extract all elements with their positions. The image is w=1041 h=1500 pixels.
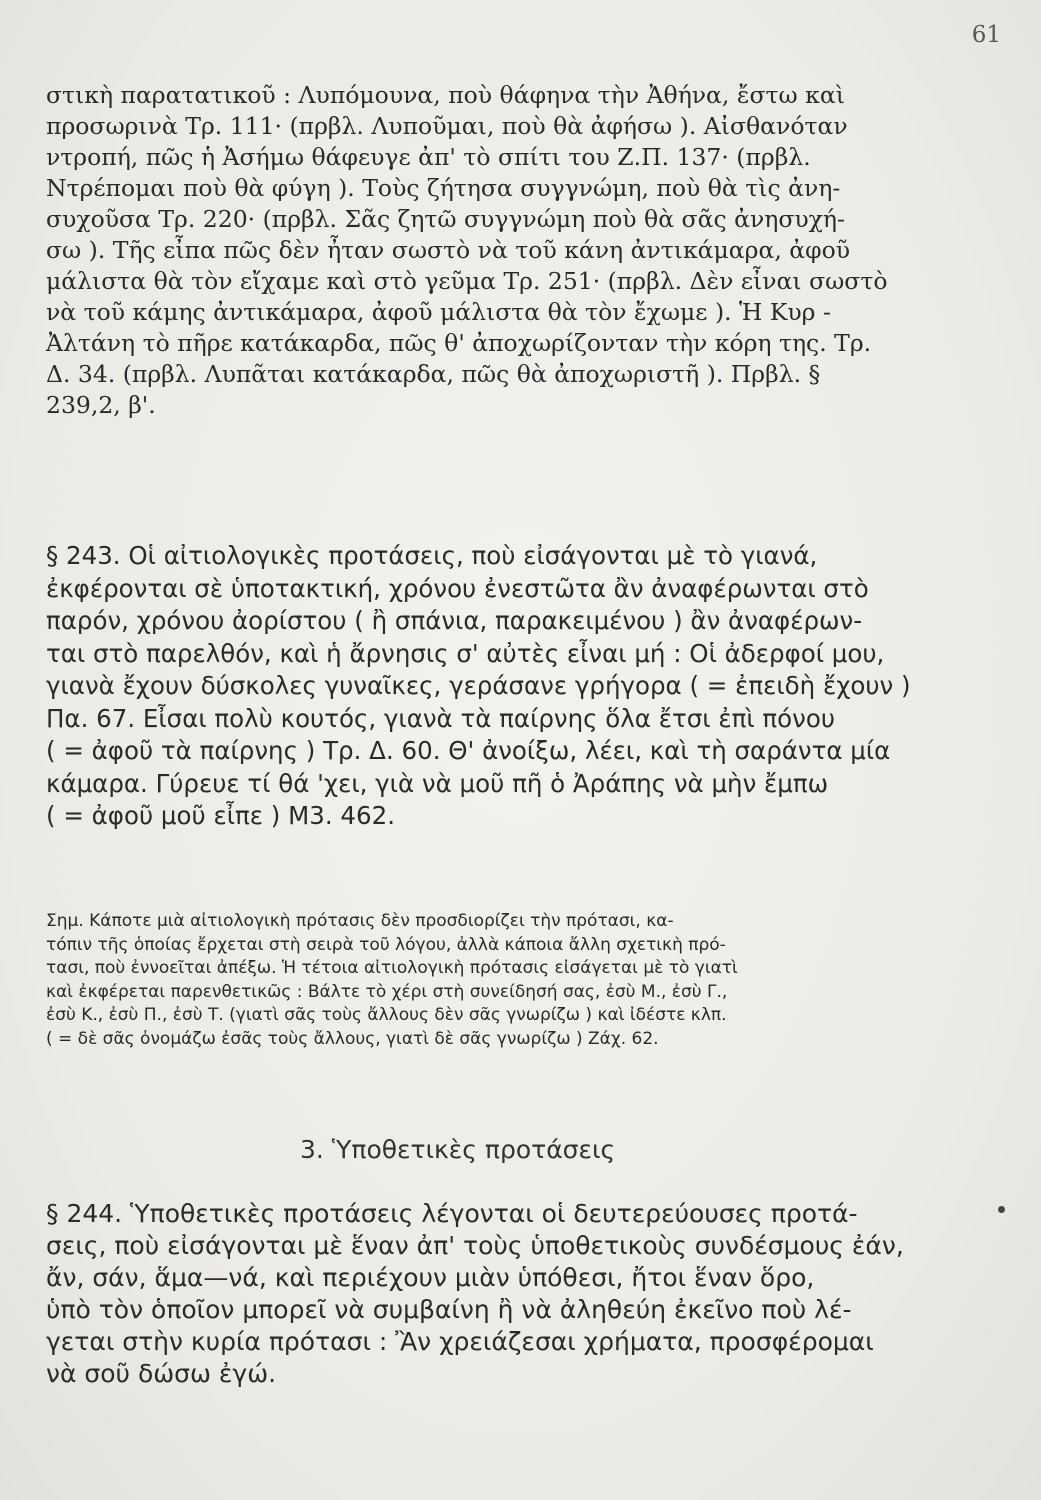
text-line: μάλιστα θὰ τὸν εἴχαμε καὶ στὸ γεῦμα Τρ. 251· (πρβλ. Δὲν εἶναι σωστὸ xyxy=(46,267,888,295)
text-line: Δ. 34. (πρβλ. Λυπᾶται κατάκαρδα, πῶς θὰ ἀποχωριστῆ ). Πρβλ. § xyxy=(46,360,821,388)
text-line: σεις, ποὺ εἰσάγονται μὲ ἕναν ἀπ' τοὺς ὑποθετικοὺς συνδέσμους ἐάν, xyxy=(46,1231,904,1260)
text-line: ντροπή, πῶς ἡ Ἀσήμω θάφευγε ἀπ' τὸ σπίτι του Ζ.Π. 137· (πρβλ. xyxy=(46,143,811,171)
text-line: ὑπὸ τὸν ὁποῖον μπορεῖ νὰ συμβαίνη ἢ νὰ ἀληθεύη ἐκεῖνο ποὺ λέ- xyxy=(46,1295,852,1324)
text-line: προσωρινὰ Τρ. 111· (πρβλ. Λυποῦμαι, ποὺ θὰ ἀφήσω ). Αἰσθανόταν xyxy=(46,112,848,140)
paragraph-examples-continued xyxy=(46,80,936,421)
text-line: ἄν, σάν, ἅμα—νά, καὶ περιέχουν μιὰν ὑπόθεσι, ἤτοι ἕναν ὅρο, xyxy=(46,1263,815,1292)
text-line: ( = ἀφοῦ μοῦ εἶπε ) Μ3. 462. xyxy=(46,801,395,830)
text-line: ἐσὺ Κ., ἐσὺ Π., ἐσὺ Τ. (γιατὶ σᾶς τοὺς ἄλλους δὲν σᾶς γνωρίζω ) καὶ ἰδέστε κλπ. xyxy=(46,1005,727,1025)
text-line: νὰ σοῦ δώσω ἐγώ. xyxy=(46,1359,277,1388)
text-line: 239,2, β'. xyxy=(46,391,156,419)
text-line: κάμαρα. Γύρευε τί θά 'χει, γιὰ νὰ μοῦ πῆ ὁ Ἀράπης νὰ μὴν ἔμπω xyxy=(46,768,829,798)
text-line: καὶ ἐκφέρεται παρενθετικῶς : Βάλτε τὸ χέρι στὴ συνείδησή σας, ἐσὺ Μ., ἐσὺ Γ., xyxy=(46,981,728,1002)
note-block xyxy=(46,910,936,1051)
text-line: παρόν, χρόνου ἀορίστου ( ἢ σπάνια, παρακειμένου ) ἂν ἀναφέρων- xyxy=(46,606,863,635)
text-line: νὰ τοῦ κάμης ἀντικάμαρα, ἀφοῦ μάλιστα θὰ τὸν ἔχωμε ). Ἡ Κυρ - xyxy=(46,298,831,326)
text-line: ἐκφέρονται σὲ ὑποτακτική, χρόνου ἐνεστῶτα ἂν ἀναφέρωνται στὸ xyxy=(46,573,869,603)
text-line: ται στὸ παρελθόν, καὶ ἡ ἄρνησις σ' αὐτὲς εἶναι μή : Οἱ ἀδερφοί μου, xyxy=(46,638,885,668)
text-line: Ντρέπομαι ποὺ θὰ φύγη ). Τοὺς ζήτησα συγγνώμη, ποὺ θὰ τὶς ἀνη- xyxy=(46,174,841,202)
text-line: γεται στὴν κυρία πρότασι : Ἂν χρειάζεσαι χρήματα, προσφέρομαι xyxy=(46,1327,874,1356)
text-line: τασι, ποὺ ἐννοεῖται ἀπέξω. Ἡ τέτοια αἰτιολογικὴ πρότασις εἰσάγεται μὲ τὸ γιατὶ xyxy=(46,958,738,978)
text-line: ( = δὲ σᾶς ὀνομάζω ἐσᾶς τοὺς ἄλλους, γιατὶ δὲ σᾶς γνωρίζω ) Ζάχ. 62. xyxy=(46,1028,659,1049)
text-line: ( = ἀφοῦ τὰ παίρνης ) Τρ. Δ. 60. Θ' ἀνοίξω, λέει, καὶ τὴ σαράντα μία xyxy=(46,736,891,765)
text-line: γιανὰ ἔχουν δύσκολες γυναῖκες, γεράσανε γρήγορα ( = ἐπειδὴ ἔχουν ) xyxy=(46,671,911,700)
text-line: § 243. Οἱ αἰτιολογικὲς προτάσεις, ποὺ εἰσάγονται μὲ τὸ γιανά, xyxy=(46,541,818,570)
text-line: τόπιν τῆς ὁποίας ἔρχεται στὴ σειρὰ τοῦ λόγου, ἀλλὰ κάποια ἄλλη σχετικὴ πρό- xyxy=(46,934,726,955)
paragraph-243 xyxy=(46,540,936,833)
page-number: 61 xyxy=(971,22,1001,48)
margin-dot xyxy=(998,1206,1005,1213)
text-line: σω ). Τῆς εἶπα πῶς δὲν ἦταν σωστὸ νὰ τοῦ κάνη ἀντικάμαρα, ἀφοῦ xyxy=(46,236,851,264)
text-line: Πα. 67. Εἶσαι πολὺ κουτός, γιανὰ τὰ παίρνης ὅλα ἔτσι ἐπὶ πόνου xyxy=(46,703,835,733)
text-line: § 244. Ὑποθετικὲς προτάσεις λέγονται οἱ δευτερεύουσες προτά- xyxy=(46,1199,858,1228)
text-line: Ἀλτάνη τὸ πῆρε κατάκαρδα, πῶς θ' ἀποχωρίζονταν τὴν κόρη της. Τρ. xyxy=(46,329,872,357)
section-heading: 3. Ὑποθετικὲς προτάσεις xyxy=(300,1135,616,1164)
text-line: στικὴ παρατατικοῦ : Λυπόμουνα, ποὺ θάφηνα τὴν Ἀθήνα, ἔστω καὶ xyxy=(46,81,845,109)
text-line: Σημ. Κάποτε μιὰ αἰτιολογικὴ πρότασις δὲν προσδιορίζει τὴν πρότασι, κα- xyxy=(46,911,674,931)
text-line: συχοῦσα Τρ. 220· (πρβλ. Σᾶς ζητῶ συγγνώμη ποὺ θὰ σᾶς ἀνησυχή- xyxy=(46,205,845,233)
paragraph-244 xyxy=(46,1198,936,1390)
